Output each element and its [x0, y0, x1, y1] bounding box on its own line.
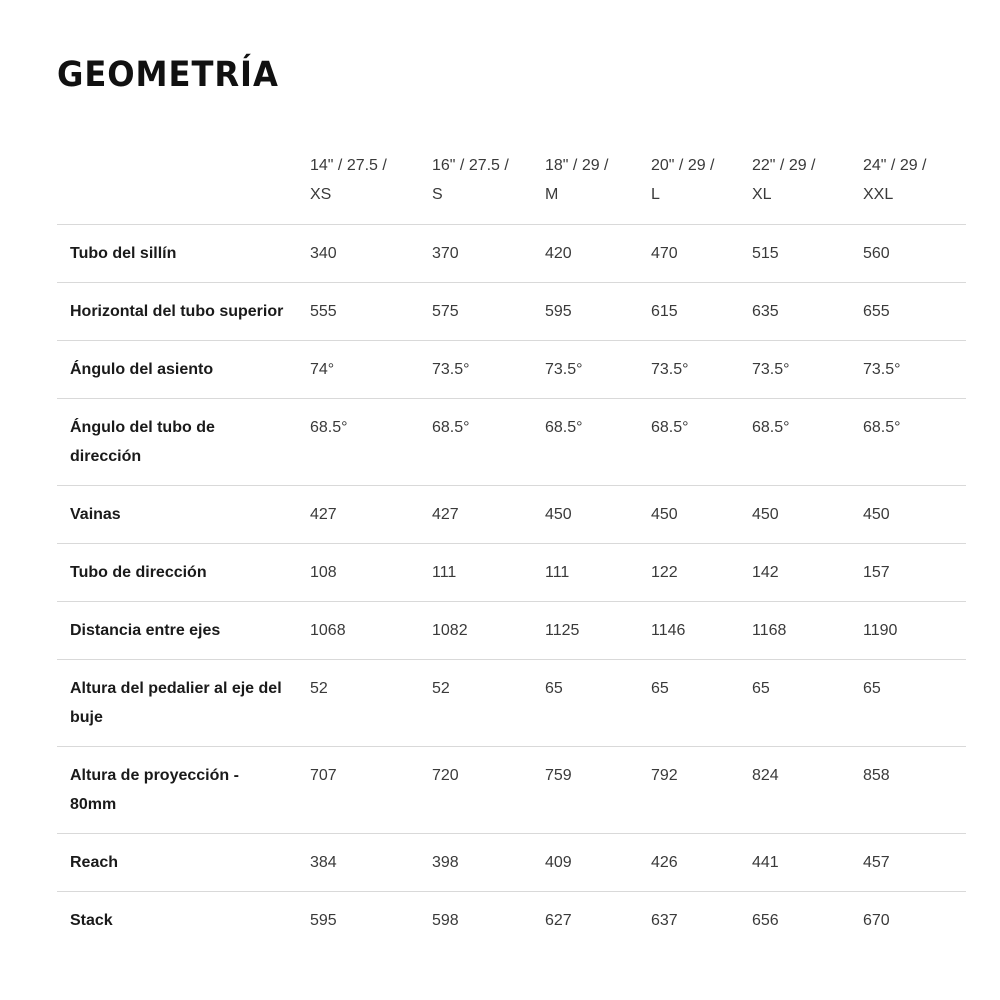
size-header-line1: 24" / 29 /: [863, 157, 927, 174]
value-cell: 655: [863, 282, 966, 340]
value-cell: 824: [752, 746, 863, 833]
row-label: [57, 485, 310, 543]
value-cell: 720: [432, 746, 545, 833]
table-row: [57, 282, 966, 340]
value-cell: 74°: [310, 340, 432, 398]
row-label-line: Vainas: [70, 505, 121, 523]
table-row: [57, 398, 966, 485]
size-header-line1: 16" / 27.5 /: [432, 157, 509, 174]
size-header-3: [651, 142, 752, 224]
row-label: [57, 282, 310, 340]
row-label: [57, 398, 310, 485]
table-row: [57, 543, 966, 601]
value-cell: 470: [651, 224, 752, 282]
table-row: [57, 601, 966, 659]
value-cell: 65: [863, 659, 966, 746]
value-cell: 68.5°: [545, 398, 651, 485]
row-label-line: 80mm: [70, 795, 117, 813]
value-cell: 65: [545, 659, 651, 746]
value-cell: 52: [432, 659, 545, 746]
value-cell: 595: [310, 911, 337, 929]
row-label-line: Altura del pedalier al eje del: [70, 679, 282, 697]
row-label-line: Ángulo del tubo de: [70, 418, 215, 436]
row-label: [57, 224, 310, 282]
row-label-line: dirección: [70, 447, 142, 465]
value-cell: 111: [545, 543, 651, 601]
value-cell: 68.5°: [310, 398, 432, 485]
value-cell: 670: [863, 911, 890, 929]
value-cell: 65: [651, 659, 752, 746]
value-cell: 384: [310, 833, 432, 891]
value-cell: 73.5°: [545, 340, 651, 398]
value-cell: 1190: [863, 601, 966, 659]
size-header-line1: 14" / 27.5 /: [310, 157, 387, 174]
value-cell: 73.5°: [651, 340, 752, 398]
value-cell: 560: [863, 224, 966, 282]
value-cell: 627: [545, 911, 572, 929]
table-row: [57, 891, 966, 949]
value-cell: 450: [863, 485, 966, 543]
value-cell: 142: [752, 543, 863, 601]
table-body: [57, 224, 966, 949]
value-cell: 73.5°: [432, 340, 545, 398]
size-header-line1: 22" / 29 /: [752, 157, 816, 174]
header-row: [57, 142, 966, 224]
table-header: [57, 142, 966, 224]
value-cell: 457: [863, 833, 966, 891]
row-label: [57, 659, 310, 746]
value-cell: 68.5°: [863, 398, 966, 485]
size-header-line2: XL: [752, 186, 772, 203]
value-cell: 108: [310, 543, 432, 601]
value-cell: 555: [310, 282, 432, 340]
value-cell: 792: [651, 746, 752, 833]
table-row: [57, 833, 966, 891]
value-cell: 595: [545, 282, 651, 340]
value-cell: 73.5°: [752, 340, 863, 398]
size-header-line2: XS: [310, 186, 332, 203]
row-label-line: Tubo del sillín: [70, 244, 177, 262]
row-label-line: Ángulo del asiento: [70, 360, 214, 378]
size-header-5: [863, 142, 966, 224]
row-label-line: Stack: [70, 911, 113, 929]
row-label-line: buje: [70, 708, 103, 726]
size-header-line2: L: [651, 186, 660, 203]
value-cell: 450: [545, 485, 651, 543]
value-cell: 707: [310, 746, 432, 833]
row-label-line: Horizontal del tubo superior: [70, 302, 284, 320]
value-cell: 450: [752, 485, 863, 543]
value-cell: 340: [310, 224, 432, 282]
size-header-line2: XXL: [863, 186, 894, 203]
value-cell: 1125: [545, 601, 651, 659]
size-header-line2: M: [545, 186, 559, 203]
size-header-line2: S: [432, 186, 443, 203]
table-row: [57, 340, 966, 398]
value-cell: 515: [752, 224, 863, 282]
table-row: [57, 224, 966, 282]
table-row: [57, 659, 966, 746]
value-cell: 427: [310, 485, 432, 543]
value-cell: 575: [432, 282, 545, 340]
value-cell: 122: [651, 543, 752, 601]
size-header-0: [310, 142, 432, 224]
value-cell: 450: [651, 485, 752, 543]
value-cell: 858: [863, 746, 966, 833]
row-label-line: Distancia entre ejes: [70, 621, 221, 639]
value-cell: 409: [545, 833, 651, 891]
geometry-table: [57, 142, 966, 949]
value-cell: 68.5°: [432, 398, 545, 485]
value-cell: 157: [863, 543, 966, 601]
row-label: [57, 543, 310, 601]
value-cell: 656: [752, 911, 779, 929]
size-header-1: [432, 142, 545, 224]
size-header-2: [545, 142, 651, 224]
row-label: [57, 601, 310, 659]
value-cell: 426: [651, 833, 752, 891]
row-label: [57, 746, 310, 833]
row-label: [57, 833, 310, 891]
row-label-line: Reach: [70, 853, 119, 871]
header-empty-cell: [57, 142, 310, 224]
value-cell: 111: [432, 543, 545, 601]
row-label-line: Altura de proyección -: [70, 766, 239, 784]
value-cell: 427: [432, 485, 545, 543]
value-cell: 635: [752, 282, 863, 340]
row-label: [57, 891, 310, 949]
value-cell: 420: [545, 224, 651, 282]
size-header-line1: 18" / 29 /: [545, 157, 609, 174]
table-row: [57, 746, 966, 833]
size-header-4: [752, 142, 863, 224]
value-cell: 1082: [432, 601, 545, 659]
value-cell: 68.5°: [752, 398, 863, 485]
value-cell: 73.5°: [863, 340, 966, 398]
value-cell: 370: [432, 224, 545, 282]
row-label: [57, 340, 310, 398]
value-cell: 52: [310, 659, 432, 746]
value-cell: 1168: [752, 601, 863, 659]
value-cell: 68.5°: [651, 398, 752, 485]
value-cell: 398: [432, 833, 545, 891]
table-row: [57, 485, 966, 543]
value-cell: 1146: [651, 601, 752, 659]
value-cell: 637: [651, 911, 678, 929]
size-header-line1: 20" / 29 /: [651, 157, 715, 174]
row-label-line: Tubo de dirección: [70, 563, 207, 581]
value-cell: 615: [651, 282, 752, 340]
value-cell: 1068: [310, 601, 432, 659]
page-title: GEOMETRÍA: [57, 55, 279, 95]
value-cell: 759: [545, 746, 651, 833]
value-cell: 441: [752, 833, 863, 891]
value-cell: 65: [752, 659, 863, 746]
value-cell: 598: [432, 911, 459, 929]
